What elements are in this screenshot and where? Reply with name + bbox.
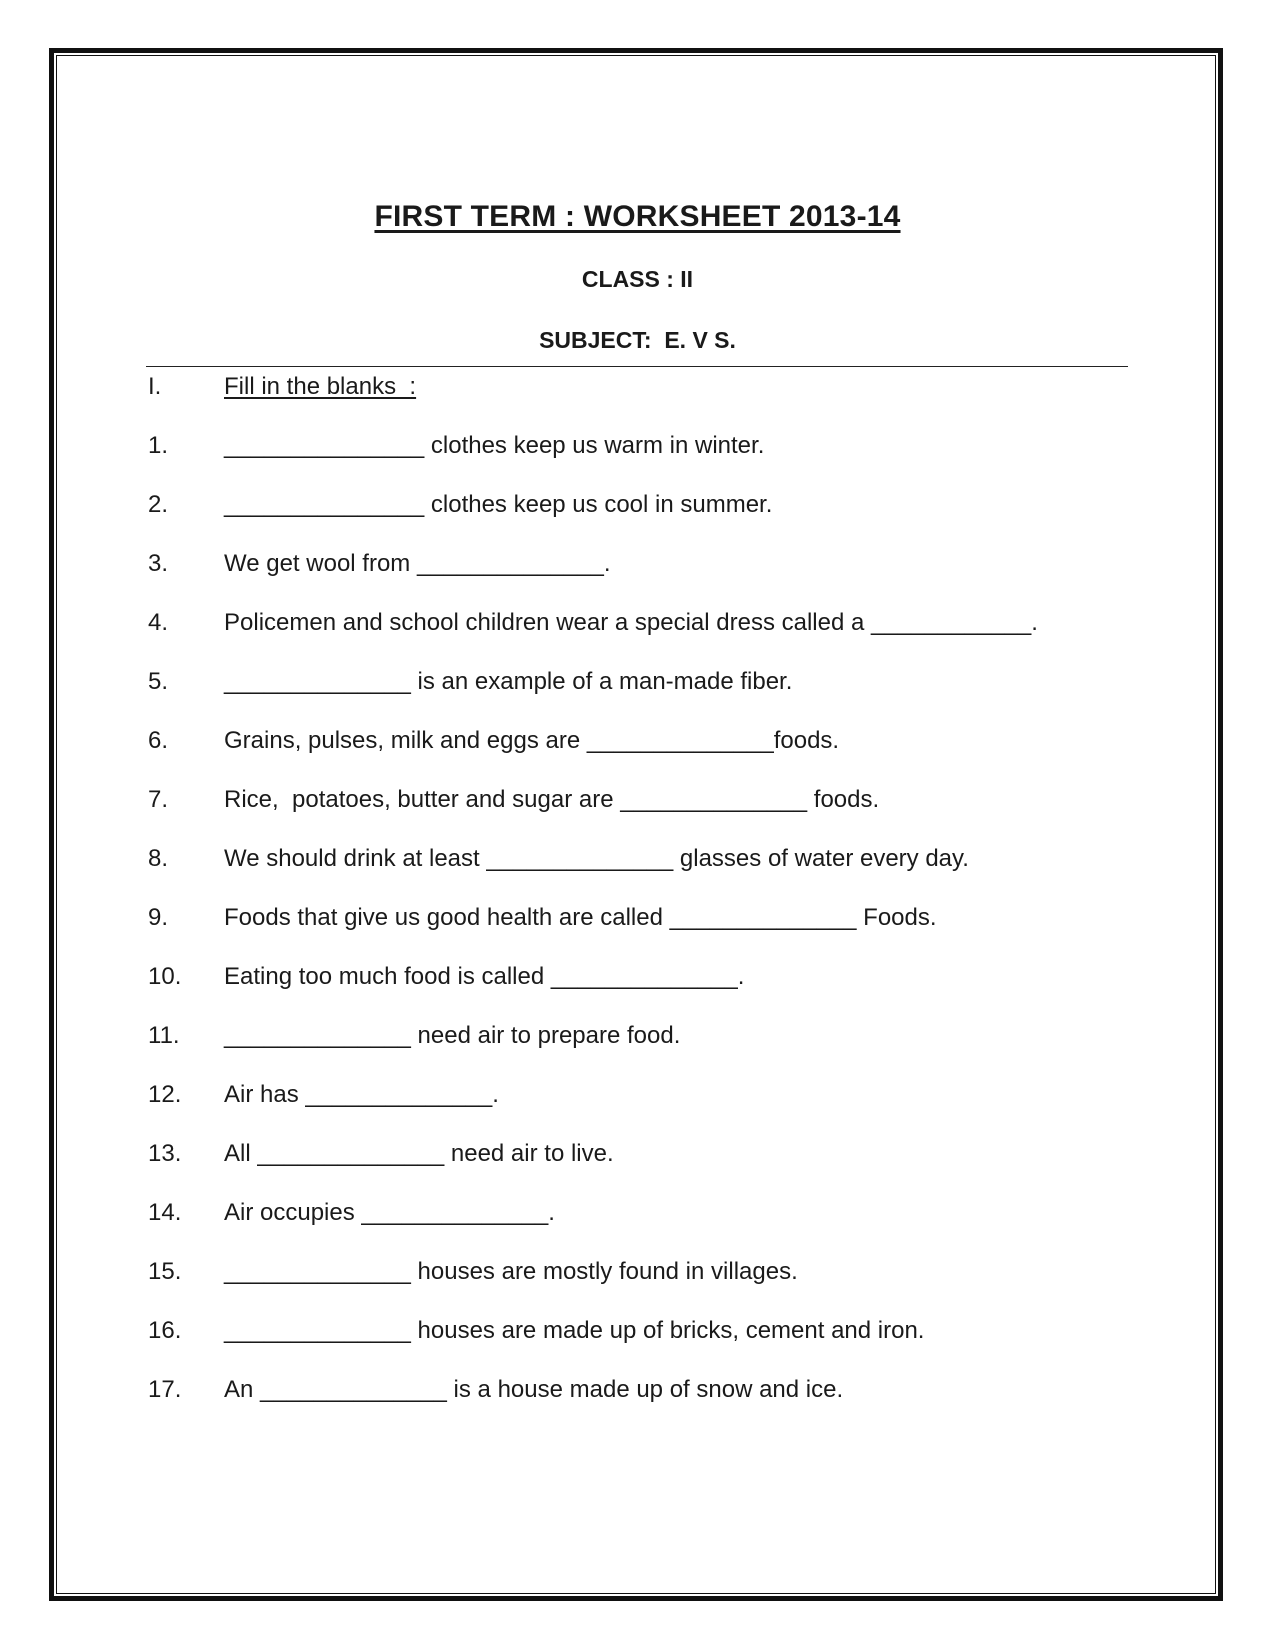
- question-text: _______________ clothes keep us cool in summer.: [224, 491, 773, 518]
- question-number: 2.: [148, 491, 169, 518]
- question-number: 17.: [148, 1376, 182, 1403]
- class-label: CLASS : II: [581, 266, 694, 292]
- section-numeral: I.: [148, 373, 162, 400]
- question-text: ______________ is an example of a man-made fiber.: [224, 668, 793, 695]
- question-row: [148, 1375, 1148, 1465]
- question-text: Rice, potatoes, butter and sugar are ______________ foods.: [224, 786, 880, 813]
- question-text: Air occupies ______________.: [224, 1199, 555, 1226]
- question-number: 13.: [148, 1140, 182, 1167]
- question-number: 1.: [148, 432, 169, 459]
- question-number: 12.: [148, 1081, 182, 1108]
- question-text: Grains, pulses, milk and eggs are ______________foods.: [224, 727, 840, 754]
- question-text: We should drink at least ______________ glasses of water every day.: [224, 845, 969, 872]
- question-number: 8.: [148, 845, 169, 872]
- question-number: 4.: [148, 609, 169, 636]
- question-number: 14.: [148, 1199, 182, 1226]
- question-text: ______________ houses are made up of bricks, cement and iron.: [224, 1317, 925, 1344]
- question-text: An ______________ is a house made up of snow and ice.: [224, 1376, 844, 1403]
- header-divider: [146, 366, 1128, 367]
- section-heading: Fill in the blanks :: [224, 373, 417, 400]
- question-number: 6.: [148, 727, 169, 754]
- question-number: 7.: [148, 786, 169, 813]
- question-text: ______________ need air to prepare food.: [224, 1022, 681, 1049]
- question-number: 3.: [148, 550, 169, 577]
- question-text: We get wool from ______________.: [224, 550, 611, 577]
- worksheet-title: FIRST TERM : WORKSHEET 2013-14: [374, 200, 901, 233]
- question-text: Eating too much food is called ______________.: [224, 963, 745, 990]
- question-text: Air has ______________.: [224, 1081, 499, 1108]
- question-number: 11.: [148, 1022, 180, 1049]
- question-text: Policemen and school children wear a special dress called a ____________.: [224, 609, 1038, 636]
- question-text: Foods that give us good health are called ______________ Foods.: [224, 904, 937, 931]
- question-number: 15.: [148, 1258, 182, 1285]
- subject-label: SUBJECT: E. V S.: [539, 327, 736, 353]
- question-text: _______________ clothes keep us warm in winter.: [224, 432, 765, 459]
- question-number: 16.: [148, 1317, 182, 1344]
- question-text: All ______________ need air to live.: [224, 1140, 614, 1167]
- question-number: 9.: [148, 904, 169, 931]
- question-text: ______________ houses are mostly found in villages.: [224, 1258, 798, 1285]
- question-number: 10.: [148, 963, 182, 990]
- question-number: 5.: [148, 668, 169, 695]
